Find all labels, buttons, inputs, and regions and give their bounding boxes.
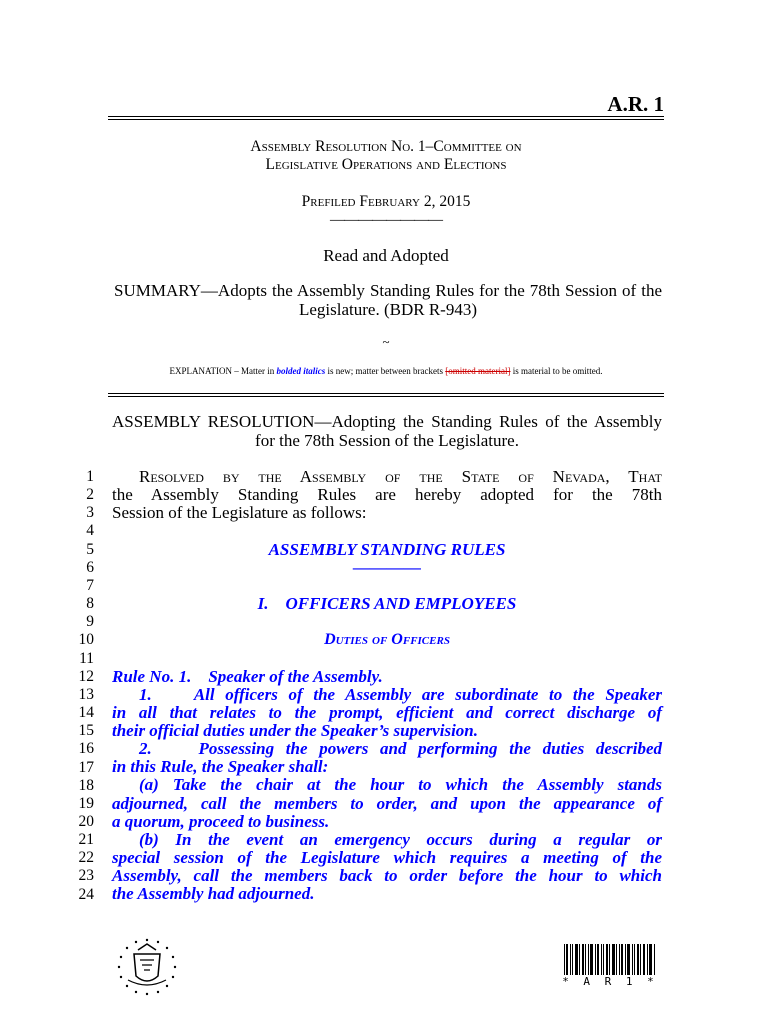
state-seal-logo [114, 934, 180, 1000]
barcode-text: * A R 1 * [562, 975, 658, 988]
line-number: 17 [78, 758, 94, 776]
line-number: 6 [86, 558, 94, 576]
line-number: 15 [78, 722, 94, 740]
read-and-adopted: Read and Adopted [323, 246, 449, 265]
body-line: their official duties under the Speaker’s supervision. [112, 720, 478, 740]
explanation-bold-italic: bolded italics [276, 366, 326, 376]
line-number: 12 [78, 667, 94, 685]
body-line: the Assembly Standing Rules are hereby adopted for the 78th [112, 485, 662, 505]
line-number: 11 [79, 649, 94, 667]
explanation-middle: is new; matter between brackets [325, 366, 446, 376]
body-line: Assembly, call the members back to order before the hour to which [112, 866, 662, 886]
title-separator: ———————— [330, 212, 442, 228]
subsection-heading: Duties of Officers [324, 631, 450, 649]
body-line: the Assembly had adjourned. [112, 884, 315, 904]
explanation-divider [108, 393, 664, 397]
line-number: 7 [86, 576, 94, 594]
line-number: 5 [86, 540, 94, 558]
section-heading: I. OFFICERS AND EMPLOYEES [257, 593, 517, 613]
line-number: 20 [78, 812, 94, 830]
line-numbers [72, 468, 94, 904]
body-line: (a) Take the chair at the hour to which the Assembly stands [139, 775, 662, 795]
body-line [112, 522, 662, 540]
body-line [112, 613, 662, 631]
top-divider [108, 116, 664, 120]
line-number: 13 [78, 685, 94, 703]
line-number: 8 [86, 595, 94, 613]
line-number: 23 [78, 867, 94, 885]
prefiled-date: Prefiled February 2, 2015 [301, 193, 471, 210]
body-line: in this Rule, the Speaker shall: [112, 757, 329, 777]
line-number: 2 [86, 486, 94, 504]
body-line [112, 577, 662, 595]
line-number: 16 [78, 740, 94, 758]
tilde-mark: ~ [382, 334, 390, 349]
body-line: Session of the Legislature as follows: [112, 503, 367, 523]
resolution-title-line1: Assembly Resolution No. 1–Committee on [250, 138, 522, 155]
line-number: 10 [78, 631, 94, 649]
line-number: 21 [78, 831, 94, 849]
line-number: 3 [86, 504, 94, 522]
rule-heading: Rule No. 1. Speaker of the Assembly. [112, 666, 383, 686]
standing-rules-heading: ASSEMBLY STANDING RULES [268, 539, 506, 559]
line-number: 9 [86, 613, 94, 631]
line-number: 14 [78, 704, 94, 722]
explanation-suffix: is material to be omitted. [510, 366, 603, 376]
body-line: (b) In the event an emergency occurs during a regular or [139, 829, 662, 849]
explanation-note [108, 366, 664, 376]
heading-separator: ———— [353, 557, 421, 577]
body-line: 1. All officers of the Assembly are subordinate to the Speaker [139, 684, 662, 704]
line-number: 4 [86, 522, 94, 540]
body-line: special session of the Legislature which requires a meeting of the [112, 847, 662, 867]
resolution-body [112, 468, 662, 903]
body-line [112, 649, 662, 667]
line-number: 24 [78, 885, 94, 903]
bill-number: A.R. 1 [607, 92, 664, 116]
explanation-omitted: [omitted material] [445, 366, 511, 376]
explanation-prefix: EXPLANATION – Matter in [169, 366, 277, 376]
line-number: 18 [78, 776, 94, 794]
body-line: in all that relates to the prompt, efficient and correct discharge of [112, 702, 662, 722]
line-number: 22 [78, 849, 94, 867]
resolution-title-line2: Legislative Operations and Elections [265, 156, 507, 173]
body-line: adjourned, call the members to order, and upon the appearance of [112, 793, 662, 813]
body-line: Resolved by the Assembly of the State of Nevada, That [139, 467, 662, 486]
body-line: a quorum, proceed to business. [112, 811, 330, 831]
summary: SUMMARY—Adopts the Assembly Standing Rules for the 78th Session of the Legislature. (BDR R-943) [114, 281, 662, 319]
line-number: 19 [78, 794, 94, 812]
body-line: 2. Possessing the powers and performing the duties described [139, 739, 662, 759]
resolution-heading: ASSEMBLY RESOLUTION—Adopting the Standing Rules of the Assembly for the 78th Session of the Legislature. [112, 412, 662, 450]
line-number: 1 [86, 468, 94, 485]
